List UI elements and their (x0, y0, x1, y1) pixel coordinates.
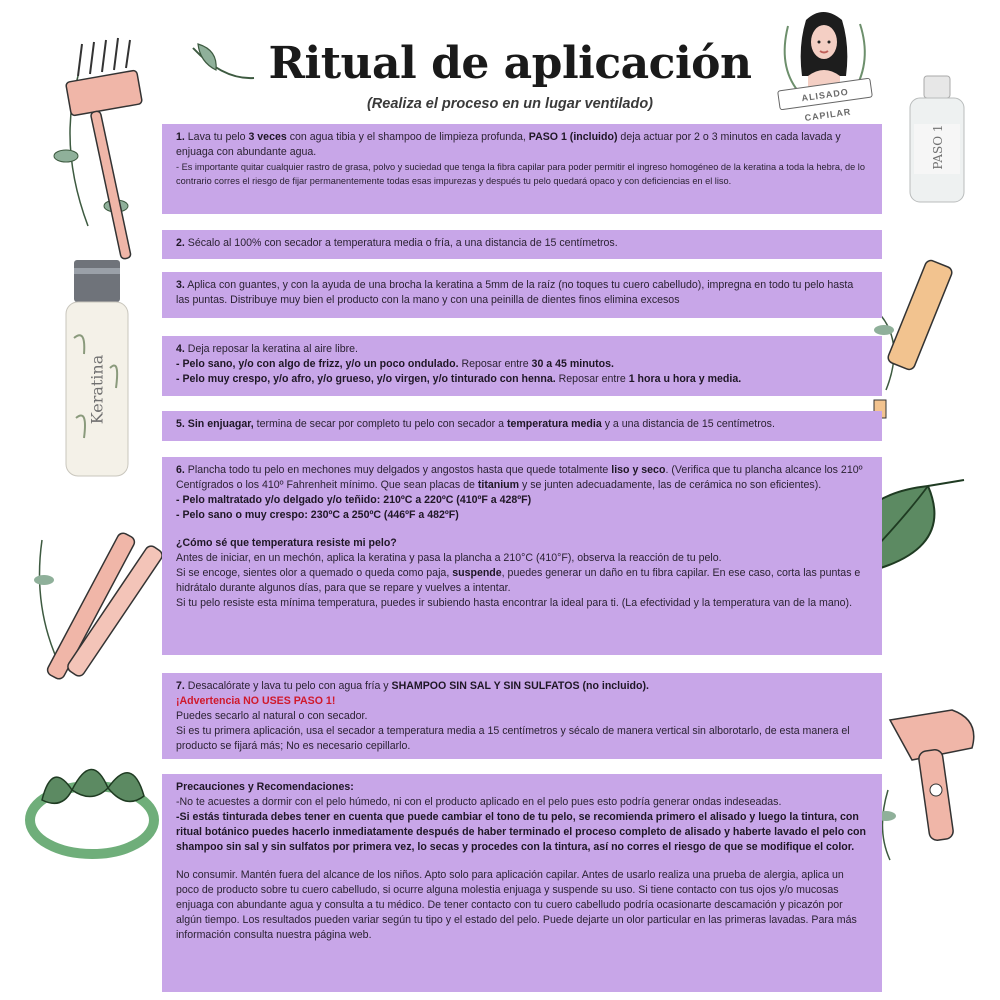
step-5-box (162, 411, 882, 441)
step-6-text: 6. Plancha todo tu pelo en mechones muy delgados y angostos hasta que quede totalmente liso y seco. (Verifica que tu plancha alcance los 210º Centígrados o los 410º Fahrenheit mínimo. Que sean placas de titanium y se junten adecuadamente, las de cerámica no son eficientes). (176, 464, 863, 491)
step-7-para-2: Si es tu primera aplicación, usa el secador a temperatura media a 15 centímetros y sécalo de manera vertical sin alborotarlo, de esta manera el producto se fijará más; No es necesario cepillarlo. (176, 725, 850, 752)
leaf-crown-icon (22, 740, 162, 880)
paso-1-label: PASO 1 (931, 124, 945, 170)
step-7-para-1: Puedes secarlo al natural o con secador. (176, 710, 368, 722)
step-3-text: 3. Aplica con guantes, y con la ayuda de una brocha la keratina a 5mm de la raíz (no toques tu cuero cabelludo), impregna en todo tu pelo hasta las puntas. Distribuye muy bien el producto con la mano y con una peinilla de dientes finos elimina excesos (176, 279, 854, 306)
step-4-line-1: - Pelo sano, y/o con algo de frizz, y/o un poco ondulado. Reposar entre 30 a 45 minutos. (176, 358, 614, 370)
comb-icon (866, 250, 978, 420)
step-7-warning: ¡Advertencia NO USES PASO 1! (176, 695, 336, 707)
step-6-para-3: Si tu pelo resiste esta mínima temperatura, puedes ir subiendo hasta encontrar la ideal para ti. (La efectividad y la temperatura van de la mano). (176, 597, 853, 609)
precautions-title: Precauciones y Recomendaciones: (176, 781, 354, 793)
step-3-box (162, 272, 882, 318)
step-5-text: 5. Sin enjuagar, termina de secar por completo tu pelo con secador a temperatura media y a una distancia de 15 centímetros. (176, 418, 775, 430)
step-1-note: - Es importante quitar cualquier rastro de grasa, polvo y suciedad que tenga la fibra capilar para poder permitir el ingreso homogéneo de la keratina a toda la hebra, de lo contrario corres el riesgo de fijar permanentemente todas esas impurezas y después tu pelo quedará opaco y con deficiencias en el liso. (176, 162, 865, 186)
step-7-box (162, 673, 882, 759)
step-6-question: ¿Cómo sé que temperatura resiste mi pelo? (176, 537, 397, 549)
step-6-box (162, 457, 882, 655)
flat-iron-icon (22, 520, 162, 700)
step-6-para-2: Si se encoge, sientes olor a quemado o queda como paja, suspende, puedes generar un daño en tu fibra capilar. En ese caso, corta las puntas e hidrátalo durante algunos días, para que se repare y vuelves a intentar. (176, 567, 861, 594)
step-6-para-1: Antes de iniciar, en un mechón, aplica la keratina y pasa la plancha a 210°C (410°F), observa la reacción de tu pelo. (176, 552, 722, 564)
step-4-line-2: - Pelo muy crespo, y/o afro, y/o grueso, y/o virgen, y/o tinturado con henna. Reposar entre 1 hora u hora y media. (176, 373, 742, 385)
alisado-capilar-badge: ALISADO CAPILAR (777, 78, 873, 111)
precautions-box (162, 774, 882, 992)
step-2-text: 2. Sécalo al 100% con secador a temperatura media o fría, a una distancia de 15 centímetros. (176, 237, 618, 249)
step-1-box (162, 124, 882, 214)
precautions-para-1: -No te acuestes a dormir con el pelo húmedo, ni con el producto aplicado en el pelo pues esto podría generar ondas indeseadas. (176, 796, 782, 808)
leaf-sprig-icon (188, 40, 258, 85)
step-4-box (162, 336, 882, 396)
step-6-line-1: - Pelo maltratado y/o delgado y/o teñido: 210ºC a 220ºC (410ºF a 428ºF) (176, 494, 532, 506)
precautions-para-3: No consumir. Mantén fuera del alcance de los niños. Apto solo para aplicación capilar. Antes de usarlo realiza una prueba de alergia, aplica un poco de producto sobre tu cuero cabelludo, si ocurre alguna molestia enjuaga y suspende su uso. Si tiene contacto con tus ojos y/o mucosas enjuaga con abundante agua y consulta a tu médico. De tener contacto con tu cuero cabelludo podría ocasionarte descamación y picazón por algún tiempo. Los resultados pueden variar según tu tipo y el estado del pelo. Puede dejarte un olor particular en las primeras lavadas. Para más información consulta nuestra página web. (176, 869, 857, 941)
precautions-para-2: -Si estás tinturada debes tener en cuenta que puede cambiar el tono de tu pelo, se recomienda primero el alisado y luego la tintura, con ritual botánico puedes hacerlo inmediatamente después de haber terminado el proceso completo de alisado y haberte lavado el pelo con shampoo sin sal y sin sulfatos por primera vez, lo secas y procedes con la tintura, así no corres el riesgo de que se modifique el color. (176, 811, 866, 853)
step-4-intro: 4. Deja reposar la keratina al aire libre. (176, 343, 358, 355)
step-7-text: 7. Desacalórate y lava tu pelo con agua fría y SHAMPOO SIN SAL Y SIN SULFATOS (no incluido). (176, 680, 649, 692)
page-subtitle: (Realiza el proceso en un lugar ventilado) (366, 96, 654, 112)
keratina-label: Keratina (87, 354, 107, 425)
hair-dryer-icon (872, 690, 988, 880)
page-title: Ritual de aplicación (268, 38, 752, 89)
step-6-line-2: - Pelo sano o muy crespo: 230ºC a 250ºC (446ºF a 482ºF) (176, 509, 459, 521)
tint-brush-icon (38, 36, 150, 262)
step-2-box (162, 230, 882, 259)
step-1-text: 1. Lava tu pelo 3 veces con agua tibia y el shampoo de limpieza profunda, PASO 1 (incluido) deja actuar por 2 o 3 minutos en cada lavada y enjuaga con abundante agua. (176, 131, 841, 158)
